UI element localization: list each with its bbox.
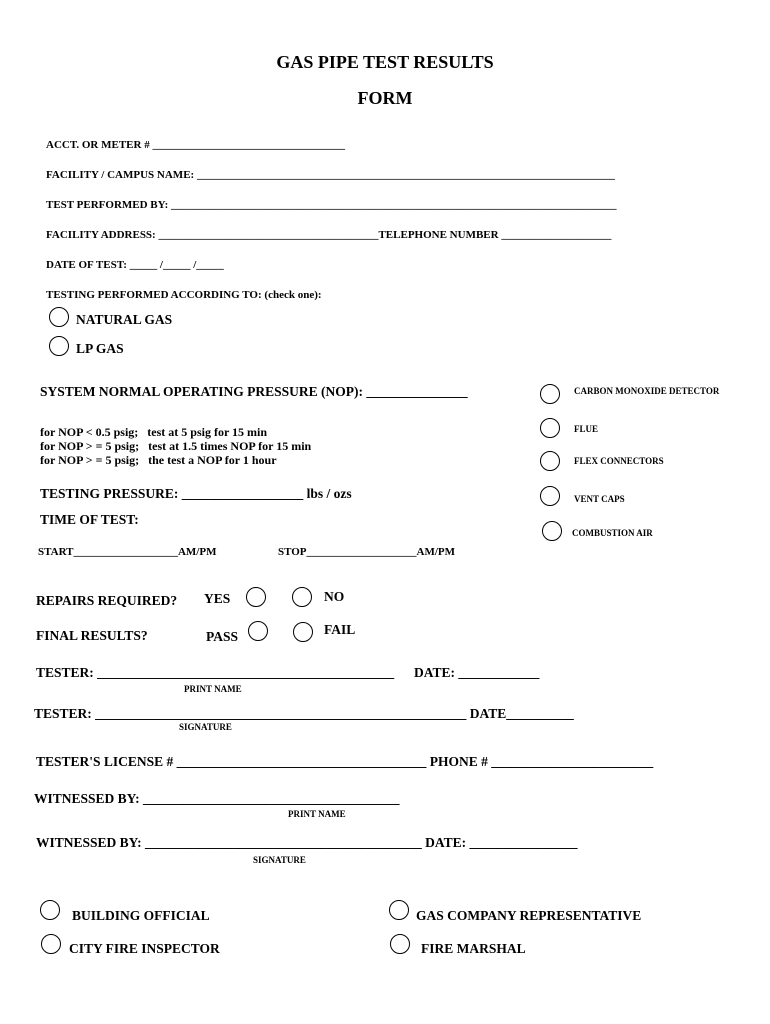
- fire-marshal-checkbox[interactable]: [390, 934, 410, 954]
- city-fire-label: CITY FIRE INSPECTOR: [69, 941, 220, 956]
- license-phone-field[interactable]: TESTER'S LICENSE # _____________________________________ PHONE # ________________________: [36, 754, 654, 769]
- tester-date-field[interactable]: DATE: ____________: [414, 665, 540, 680]
- stop-time-field[interactable]: STOP____________________AM/PM: [278, 546, 456, 558]
- natural-gas-label: NATURAL GAS: [76, 312, 173, 327]
- pass-label: PASS: [206, 629, 239, 644]
- witnessed-signature-field[interactable]: WITNESSED BY: _________________________________________ DATE: ________________: [36, 835, 578, 850]
- gas-company-checkbox[interactable]: [389, 900, 409, 920]
- combustion-air-checkbox[interactable]: [542, 521, 562, 541]
- no-label: NO: [324, 589, 345, 604]
- flue-label: FLUE: [574, 424, 599, 434]
- lp-gas-radio[interactable]: [49, 336, 69, 356]
- nop-rule-2: for NOP > = 5 psig; test at 1.5 times NOP for 15 min: [40, 439, 312, 453]
- fire-marshal-label: FIRE MARSHAL: [421, 941, 526, 956]
- fail-radio[interactable]: [293, 622, 313, 642]
- flex-connectors-checkbox[interactable]: [540, 451, 560, 471]
- address-field[interactable]: FACILITY ADDRESS: ________________________________________TELEPHONE NUMBER ____________________: [46, 229, 612, 241]
- pass-radio[interactable]: [248, 621, 268, 641]
- natural-gas-radio[interactable]: [49, 307, 69, 327]
- nop-field[interactable]: SYSTEM NORMAL OPERATING PRESSURE (NOP): _______________: [40, 384, 468, 399]
- time-of-test-label: TIME OF TEST:: [40, 512, 139, 527]
- building-official-label: BUILDING OFFICIAL: [72, 908, 210, 923]
- building-official-checkbox[interactable]: [40, 900, 60, 920]
- final-results-label: FINAL RESULTS?: [36, 628, 148, 643]
- co-detector-label: CARBON MONOXIDE DETECTOR: [574, 386, 720, 396]
- facility-name-field[interactable]: FACILITY / CAMPUS NAME: ____________________________________________________________________________: [46, 169, 615, 181]
- tester-signature-field[interactable]: TESTER: _______________________________________________________ DATE__________: [34, 706, 574, 721]
- print-name-caption: PRINT NAME: [184, 684, 242, 694]
- signature-caption-2: SIGNATURE: [253, 855, 306, 865]
- repairs-required-label: REPAIRS REQUIRED?: [36, 593, 178, 608]
- lp-gas-label: LP GAS: [76, 341, 124, 356]
- city-fire-checkbox[interactable]: [41, 934, 61, 954]
- gas-company-label: GAS COMPANY REPRESENTATIVE: [416, 908, 642, 923]
- yes-radio[interactable]: [246, 587, 266, 607]
- nop-rule-1: for NOP < 0.5 psig; test at 5 psig for 15 min: [40, 425, 268, 439]
- page-title: GAS PIPE TEST RESULTS: [276, 52, 494, 72]
- print-name-caption-2: PRINT NAME: [288, 809, 346, 819]
- no-radio[interactable]: [292, 587, 312, 607]
- start-time-field[interactable]: START___________________AM/PM: [38, 546, 217, 558]
- fail-label: FAIL: [324, 622, 356, 637]
- date-of-test-field[interactable]: DATE OF TEST: _____ /_____ /_____: [46, 259, 224, 271]
- tester-print-field[interactable]: TESTER: ____________________________________________: [36, 665, 395, 680]
- performed-by-field[interactable]: TEST PERFORMED BY: _________________________________________________________________________________: [46, 199, 617, 211]
- flue-checkbox[interactable]: [540, 418, 560, 438]
- co-detector-checkbox[interactable]: [540, 384, 560, 404]
- testing-pressure-field[interactable]: TESTING PRESSURE: __________________ lbs / ozs: [40, 486, 352, 501]
- witnessed-print-field[interactable]: WITNESSED BY: ______________________________________: [34, 791, 400, 806]
- flex-connectors-label: FLEX CONNECTORS: [574, 456, 664, 466]
- combustion-air-label: COMBUSTION AIR: [572, 528, 653, 538]
- yes-label: YES: [204, 591, 231, 606]
- signature-caption: SIGNATURE: [179, 722, 232, 732]
- vent-caps-checkbox[interactable]: [540, 486, 560, 506]
- testing-according-label: TESTING PERFORMED ACCORDING TO: (check one):: [46, 289, 322, 301]
- page-subtitle: FORM: [357, 88, 413, 108]
- acct-field[interactable]: ACCT. OR METER # ___________________________________: [46, 139, 345, 151]
- vent-caps-label: VENT CAPS: [574, 494, 625, 504]
- nop-rule-3: for NOP > = 5 psig; the test a NOP for 1 hour: [40, 453, 277, 467]
